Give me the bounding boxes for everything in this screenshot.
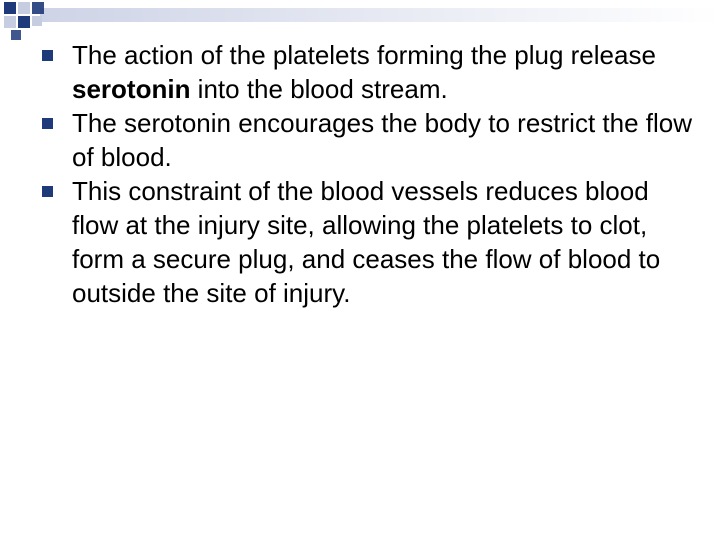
bullet-text: into the blood stream. bbox=[190, 74, 448, 104]
bullet-text: This constraint of the blood vessels reduces blood flow at the injury site, allowing the platelets to clot, form a secure plug, and ceases the flow of blood to outside the site of injury. bbox=[72, 176, 661, 308]
square-bullet-icon bbox=[42, 186, 53, 197]
square-bullet-icon bbox=[42, 118, 53, 129]
bullet-list bbox=[40, 38, 700, 310]
bullet-item bbox=[40, 38, 700, 106]
bullet-item bbox=[40, 106, 700, 174]
bullet-text: The action of the platelets forming the plug release bbox=[72, 40, 656, 70]
bullet-text: The serotonin encourages the body to restrict the flow of blood. bbox=[72, 108, 693, 172]
square-bullet-icon bbox=[42, 50, 53, 61]
decorative-header-pattern bbox=[0, 0, 720, 40]
bullet-bold-term: serotonin bbox=[72, 74, 191, 104]
bullet-item bbox=[40, 174, 700, 310]
